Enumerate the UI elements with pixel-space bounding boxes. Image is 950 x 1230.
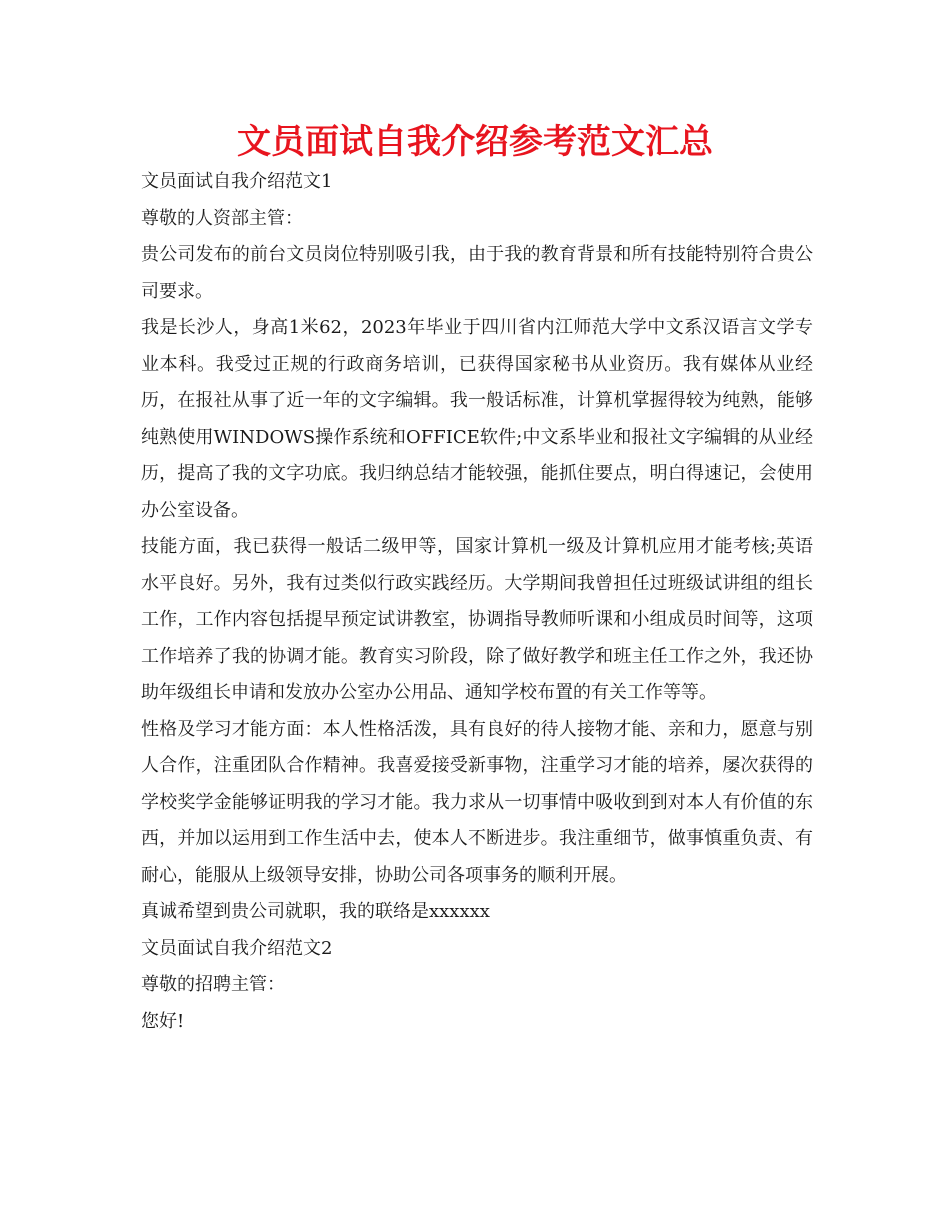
paragraph-background: 我是长沙人，身高1米62，2023年毕业于四川省内江师范大学中文系汉语言文学专业本科。我受过正规的行政商务培训，已获得国家秘书从业资历。我有媒体从业经历，在报社从事了近一年的文字编辑。我一般话标准，计算机掌握得较为纯熟，能够纯熟使用WINDOWS操作系统和OFFICE软件;中文系毕业和报社文字编辑的从业经历，提高了我的文字功底。我归纳总结才能较强，能抓住要点，明白得速记，会使用办公室设备。	[141, 317, 813, 521]
paragraph-personality: 性格及学习才能方面：本人性格活泼，具有良好的待人接物才能、亲和力，愿意与别人合作，注重团队合作精神。我喜爱接受新事物，注重学习才能的培养，屡次获得的学校奖学金能够证明我的学习才能。我力求从一切事情中吸收到到对本人有价值的东西，并加以运用到工作生活中去，使本人不断进步。我注重细节，做事慎重负责、有耐心，能服从上级领导安排，协助公司各项事务的顺利开展。	[141, 718, 813, 886]
paragraph-intro: 贵公司发布的前台文员岗位特别吸引我，由于我的教育背景和所有技能特别符合贵公司要求。	[141, 244, 813, 302]
paragraph-skills: 技能方面，我已获得一般话二级甲等，国家计算机一级及计算机应用才能考核;英语水平良好。另外，我有过类似行政实践经历。大学期间我曾担任过班级试讲组的组长工作，工作内容包括提早预定试讲教室，协调指导教师听课和小组成员时间等，这项工作培养了我的协调才能。教育实习阶段，除了做好教学和班主任工作之外，我还协助年级组长申请和发放办公室办公用品、通知学校布置的有关工作等等。	[141, 536, 813, 703]
paragraph-closing: 真诚希望到贵公司就职，我的联络是xxxxxx	[141, 901, 490, 922]
document-body	[141, 164, 813, 1040]
section-heading-2: 文员面试自我介绍范文2	[141, 937, 333, 959]
salutation-2: 尊敬的招聘主管：	[141, 974, 285, 995]
document-title: 文员面试自我介绍参考范文汇总	[237, 122, 713, 162]
greeting: 您好!	[141, 1010, 185, 1032]
section-heading-1: 文员面试自我介绍范文1	[141, 171, 333, 192]
salutation-1: 尊敬的人资部主管：	[141, 207, 303, 229]
